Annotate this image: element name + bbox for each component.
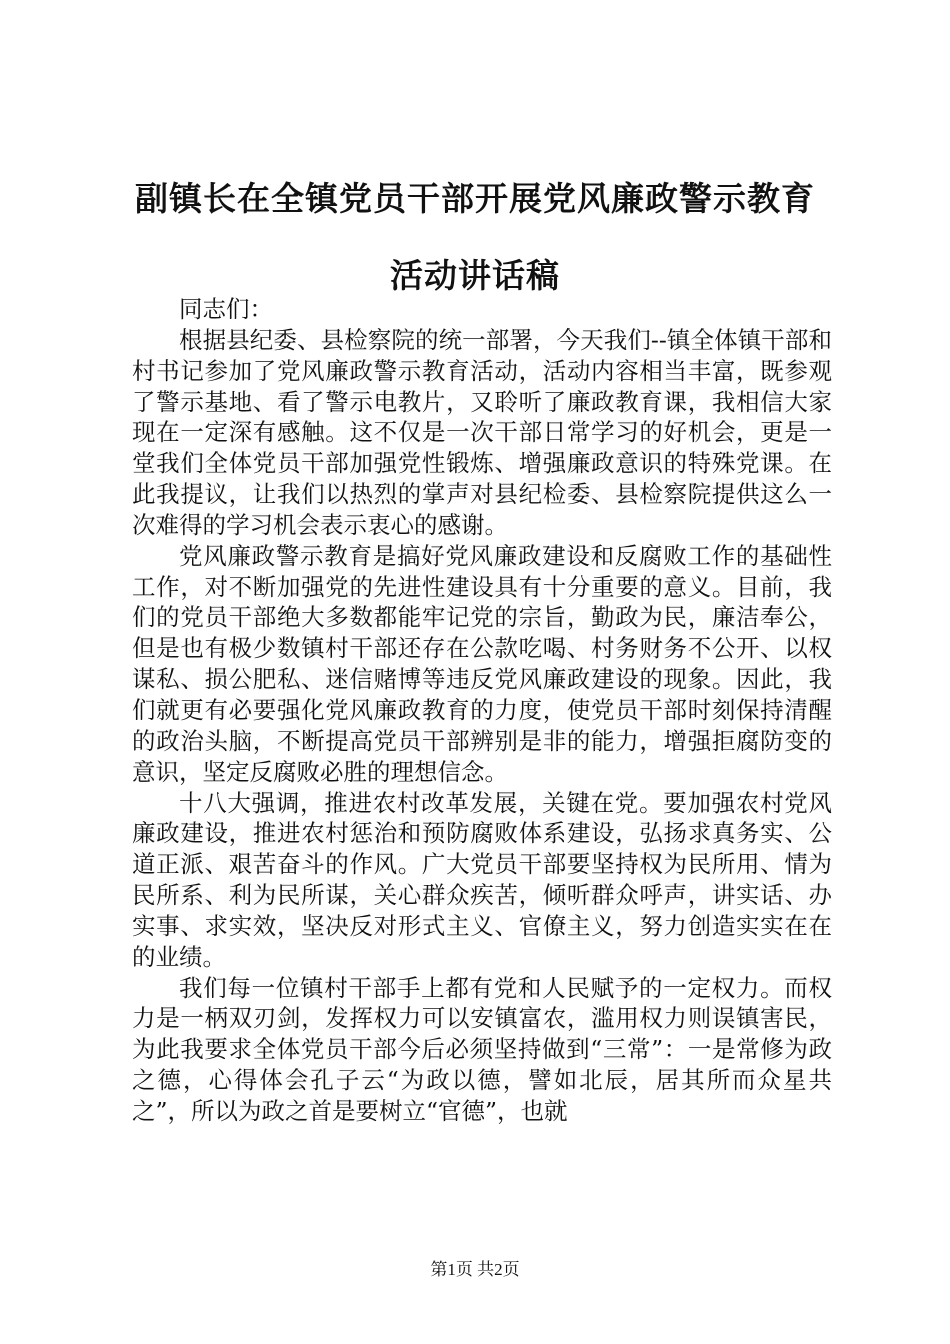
paragraph-4: 我们每一位镇村干部手上都有党和人民赋予的一定权力。而权力是一柄双刃剑，发挥权力可以安镇富农，滥用权力则误镇害民，为此我要求全体党员干部今后必须坚持做到“三常”：一是常修为政之德，心得体会孔子云“为政以德，譬如北辰，居其所而众星共之”，所以为政之首是要树立“官德”，也就 <box>132 973 832 1125</box>
title-line-2: 活动讲话稿 <box>390 256 560 295</box>
salutation: 同志们： <box>179 295 273 323</box>
title-line-1: 副镇长在全镇党员干部开展党风廉政警示教育 <box>135 179 815 218</box>
paragraph-3: 十八大强调，推进农村改革发展，关键在党。要加强农村党风廉政建设，推进农村惩治和预防腐败体系建设，弘扬求真务实、公道正派、艰苦奋斗的作风。广大党员干部要坚持权为民所用、情为民所系、利为民所谋，关心群众疾苦，倾听群众呼声，讲实话、办实事、求实效，坚决反对形式主义、官僚主义，努力创造实实在在的业绩。 <box>132 788 832 971</box>
paragraph-1: 根据县纪委、县检察院的统一部署，今天我们--镇全体镇干部和村书记参加了党风廉政警示教育活动，活动内容相当丰富，既参观了警示基地、看了警示电教片，又聆听了廉政教育课，我相信大家现在一定深有感触。这不仅是一次干部日常学习的好机会，更是一堂我们全体党员干部加强党性锻炼、增强廉政意识的特殊党课。在此我提议，让我们以热烈的掌声对县纪检委、县检察院提供这么一次难得的学习机会表示衷心的感谢。 <box>132 325 832 539</box>
paragraph-2: 党风廉政警示教育是搞好党风廉政建设和反腐败工作的基础性工作，对不断加强党的先进性建设具有十分重要的意义。目前，我们的党员干部绝大多数都能牢记党的宗旨，勤政为民，廉洁奉公，但是也有极少数镇村干部还存在公款吃喝、村务财务不公开、以权谋私、损公肥私、迷信赌博等违反党风廉政建设的现象。因此，我们就更有必要强化党风廉政教育的力度，使党员干部时刻保持清醒的政治头脑，不断提高党员干部辨别是非的能力，增强拒腐防变的意识，坚定反腐败必胜的理想信念。 <box>132 541 832 786</box>
document-title <box>80 160 870 314</box>
page-footer: 第1页 共2页 <box>430 1260 520 1279</box>
document-body <box>132 294 832 1127</box>
